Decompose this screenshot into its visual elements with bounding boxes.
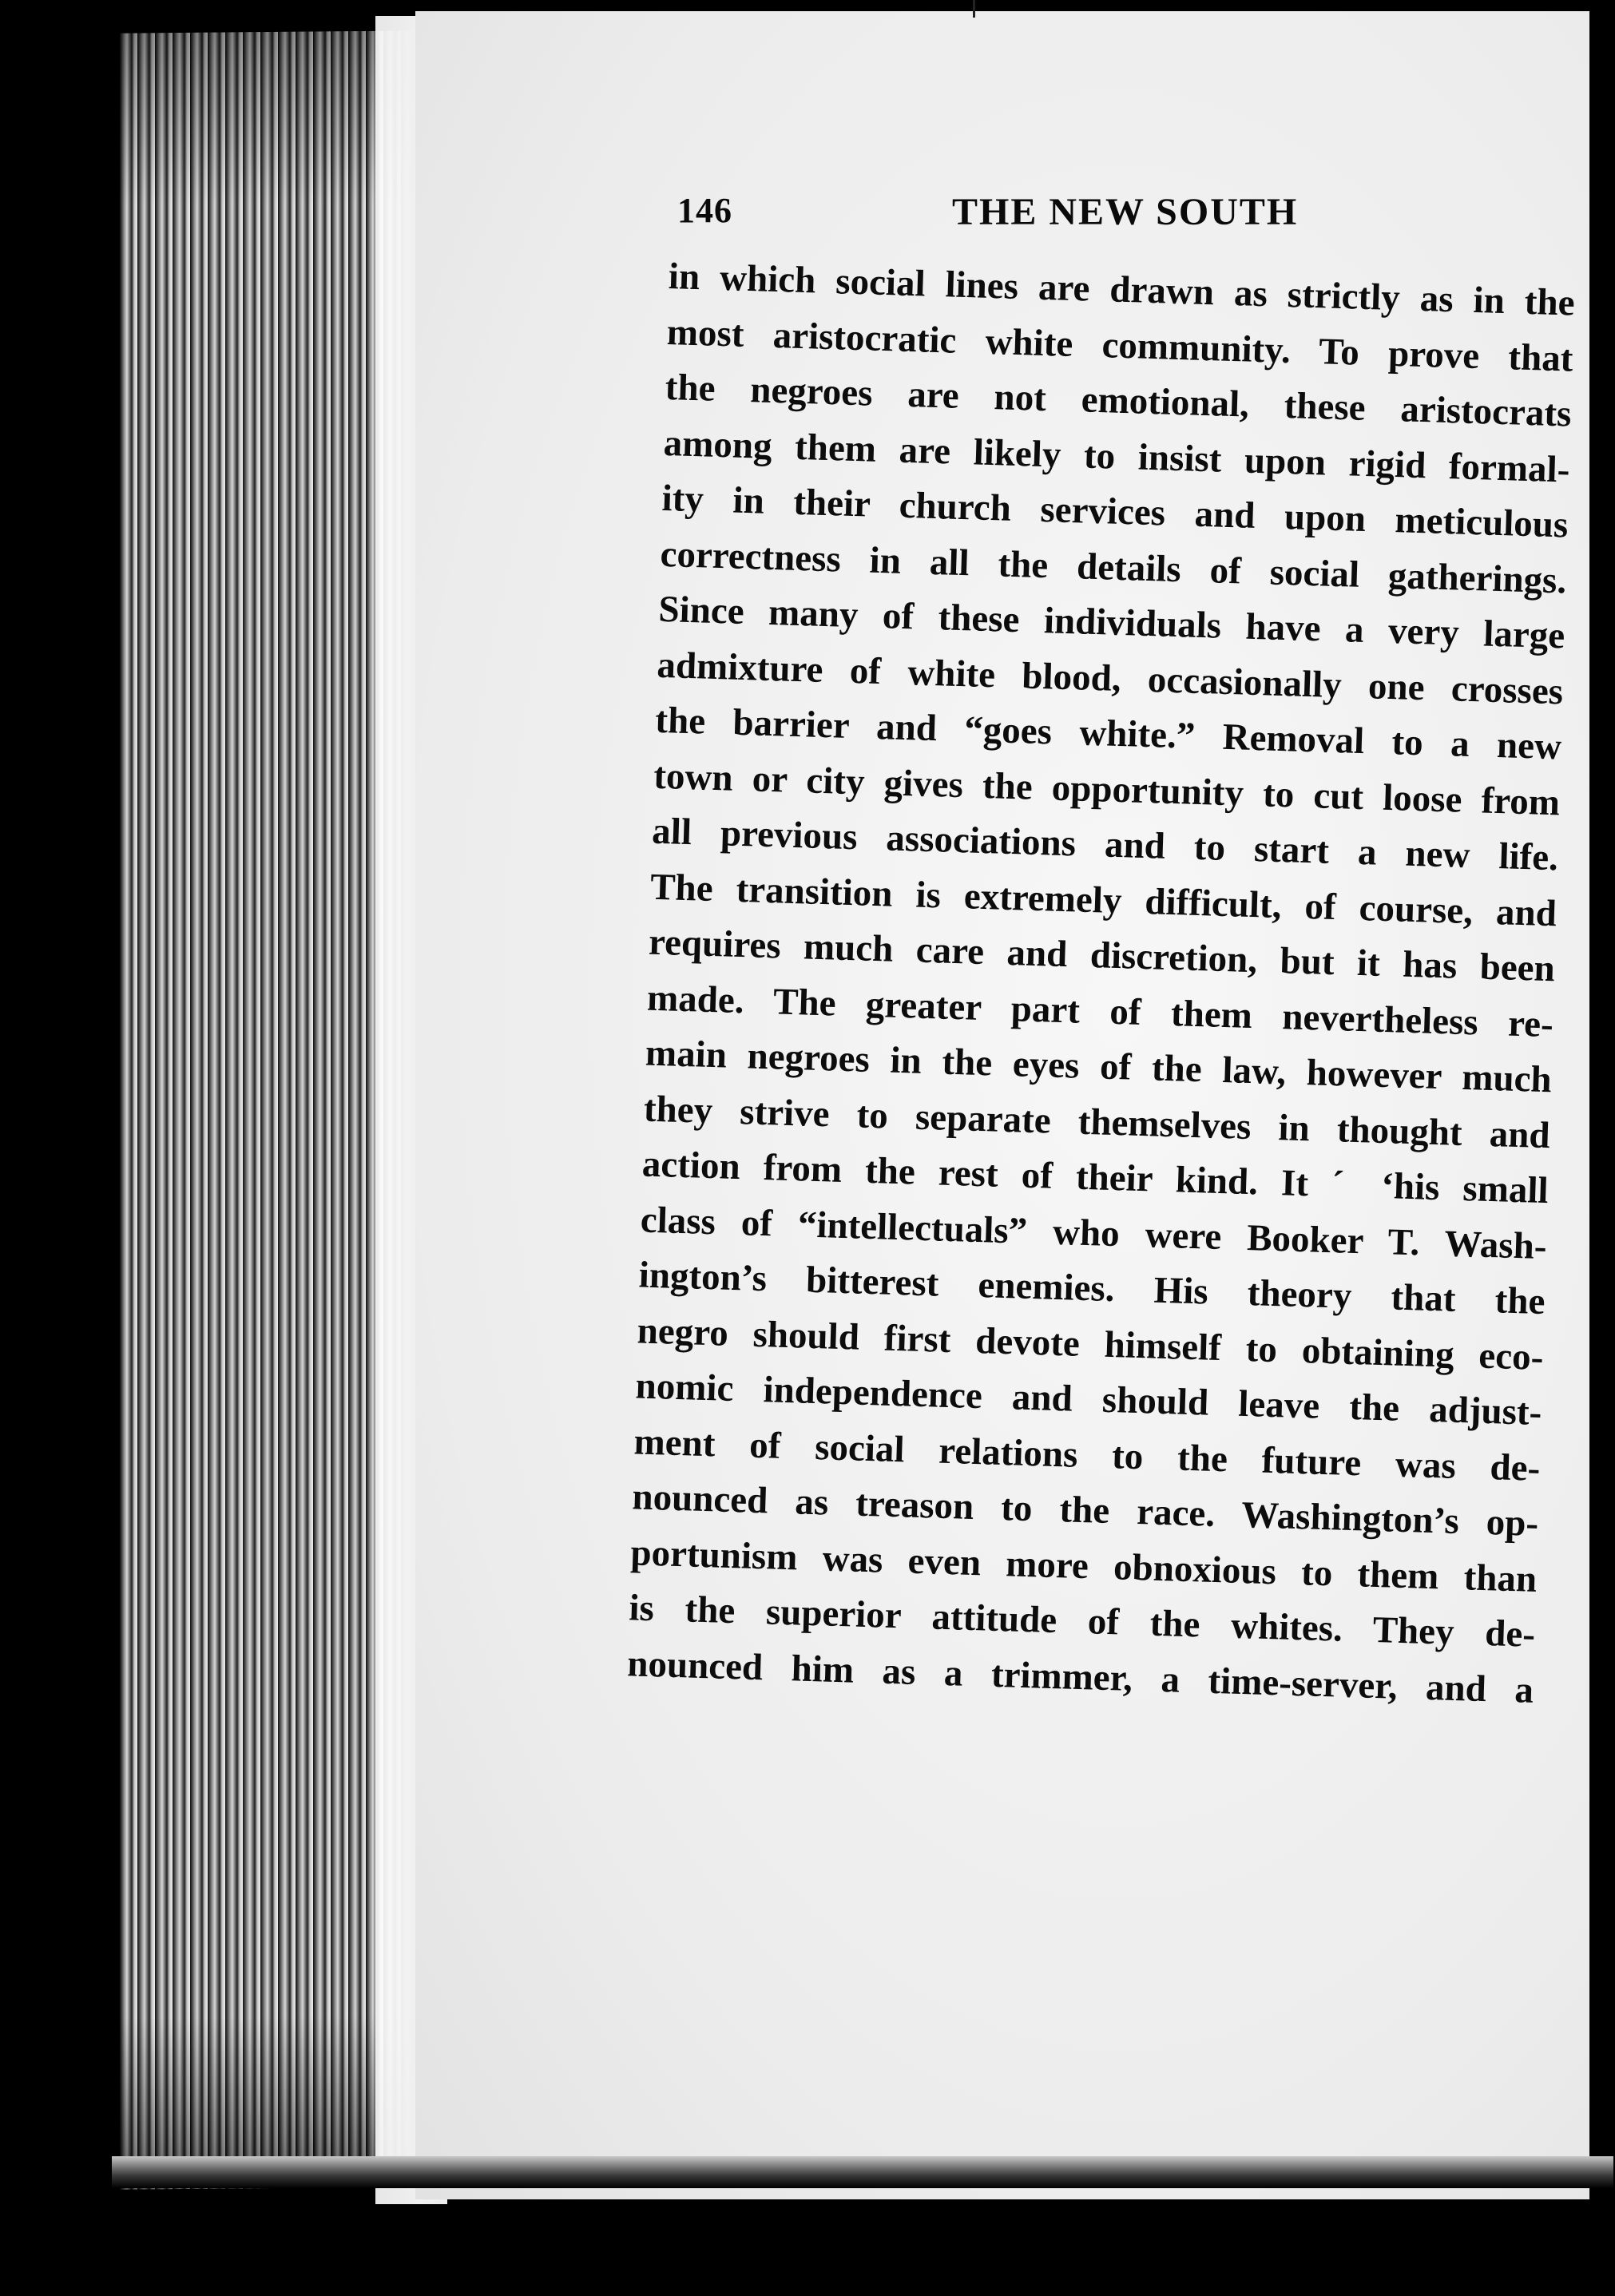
body-text: [626, 249, 1575, 1719]
running-title: THE NEW SOUTH: [952, 191, 1299, 233]
text-line: portunism was even more obnoxious to them than: [629, 1531, 1538, 1600]
page-bottom-edge: [112, 2156, 1613, 2188]
text-line: ity in their church services and upon meticulous: [661, 477, 1569, 546]
text-line: correctness in all the details of social gatherings.: [659, 533, 1567, 601]
text-line: all previous associations and to start a new life.: [651, 810, 1559, 879]
text-line: they strive to separate themselves in thought and: [643, 1088, 1551, 1156]
text-line: action from the rest of their kind. It ˊ ‘his small: [641, 1143, 1550, 1212]
text-line: the barrier and “goes white.” Removal to a new: [654, 699, 1562, 768]
text-line: class of “intellectuals” who were Booker T. Wash-: [640, 1198, 1548, 1267]
text-line: among them are likely to insist upon rigid formal-: [663, 422, 1571, 491]
text-line: ment of social relations to the future was de-: [633, 1420, 1541, 1489]
text-line: The transition is extremely difficult, of course, and: [649, 866, 1557, 934]
text-line: in which social lines are drawn as strictly as in the: [668, 255, 1576, 324]
text-line: town or city gives the opportunity to cut loose from: [653, 755, 1561, 823]
text-line: requires much care and discretion, but it has been: [648, 921, 1556, 990]
text-line: admixture of white blood, occasionally one crosses: [656, 644, 1564, 712]
text-line: main negroes in the eyes of the law, however much: [645, 1032, 1553, 1101]
text-line: made. The greater part of them nevertheless re-: [646, 977, 1554, 1045]
text-line: negro should first devote himself to obtaining eco-: [637, 1309, 1545, 1378]
text-line: ington’s bitterest enemies. His theory that the: [638, 1254, 1546, 1323]
text-line: most aristocratic white community. To prove that: [666, 311, 1574, 380]
page-number: 146: [677, 191, 732, 230]
text-line: nounced him as a trimmer, a time-server, and a: [626, 1642, 1534, 1711]
text-line: nomic independence and should leave the adjust-: [634, 1365, 1543, 1434]
text-line: nounced as treason to the race. Washington’s op-: [631, 1476, 1539, 1545]
text-line: Since many of these individuals have a very large: [657, 588, 1565, 657]
scan-mark: [973, 0, 975, 18]
text-line: is the superior attitude of the whites. They de-: [628, 1587, 1536, 1656]
running-head: [677, 190, 1556, 246]
text-line: the negroes are not emotional, these aristocrats: [665, 366, 1573, 435]
